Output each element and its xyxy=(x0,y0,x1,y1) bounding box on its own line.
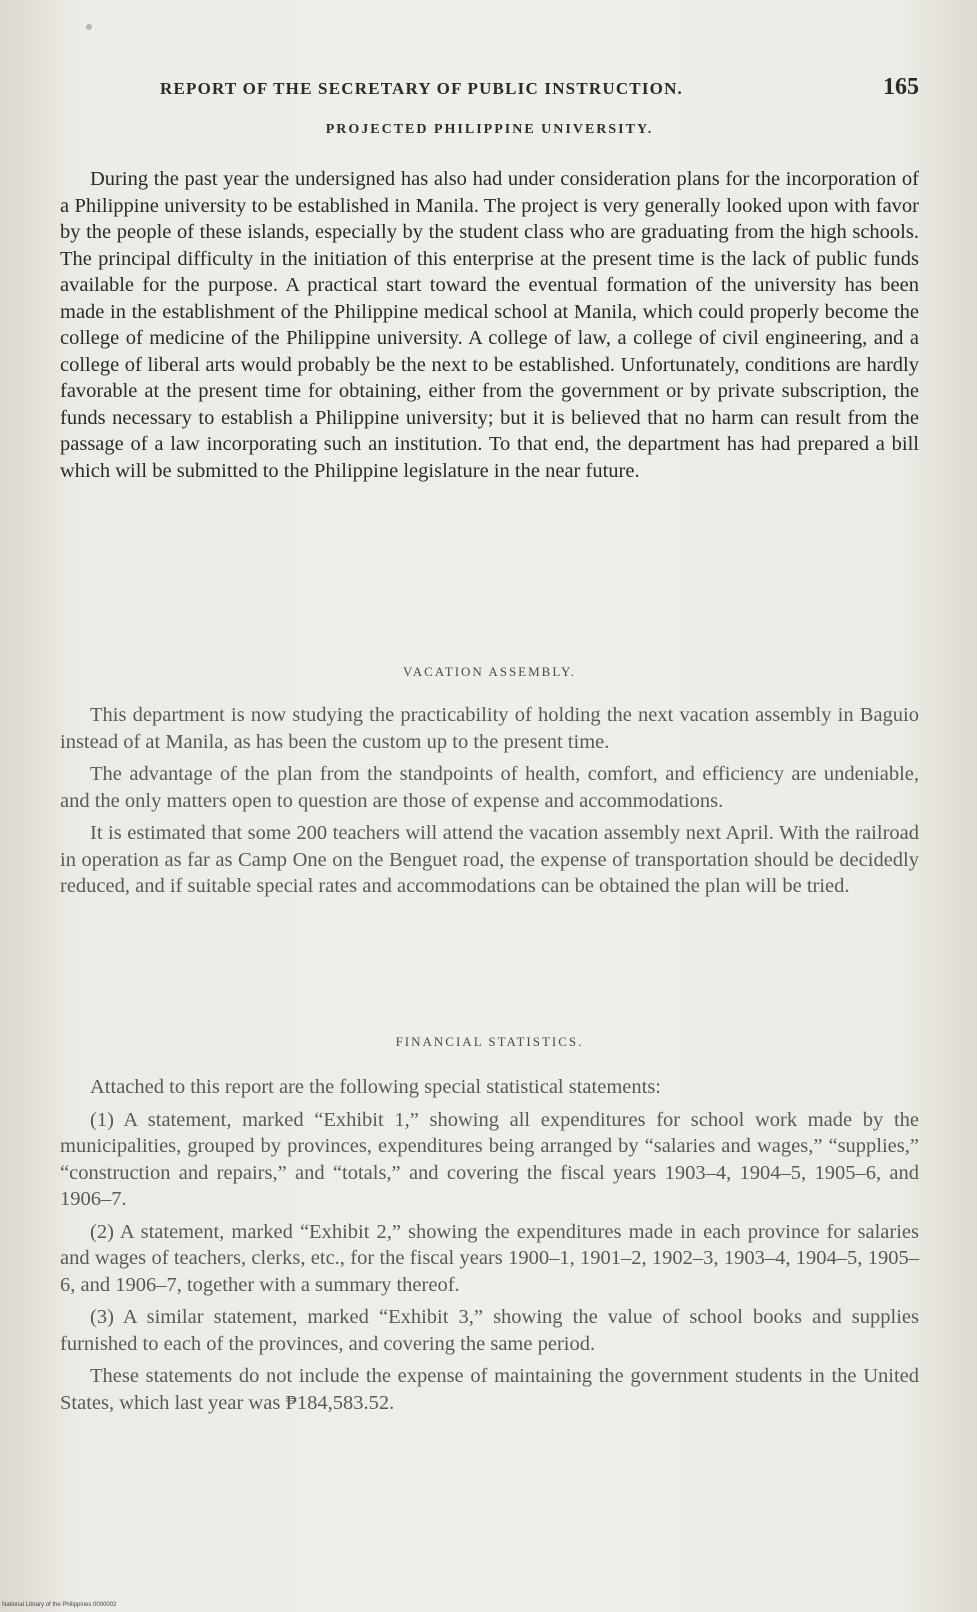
vacation-paragraph-2: The advantage of the plan from the standpoints of health, comfort, and efficiency are undeniable, and the only matters open to question are those of expense and accommodations. xyxy=(60,763,919,812)
financial-closing: These statements do not include the expense of maintaining the government students in the United States, which last year was ₱184,583.52. xyxy=(60,1365,919,1414)
running-head: REPORT OF THE SECRETARY OF PUBLIC INSTRUCTION. xyxy=(160,79,683,98)
section-university xyxy=(60,122,919,484)
section-title-university: PROJECTED PHILIPPINE UNIVERSITY. xyxy=(325,122,654,137)
university-paragraph: During the past year the undersigned has also had under consideration plans for the incorporation of a Philippine university to be established in Manila. The project is very generally looked upon with favor by the people of these islands, especially by the student class who are graduating from the high schools. The principal difficulty in the initiation of this enterprise at the present time is the lack of public funds available for the purpose. A practical start toward the eventual formation of the university has been made in the establishment of the Philippine medical school at Manila, which could properly become the college of medicine of the Philippine university. A college of law, a college of civil engineering, and a college of liberal arts would probably be the next to be established. Unfortunately, conditions are hardly favorable at the present time for obtaining, either from the government or by private subscription, the funds necessary to establish a Philippine university; but it is believed that no harm can result from the passage of a law incorporating such an institution. To that end, the department has had prepared a bill which will be submitted to the Philippine legislature in the near future. xyxy=(60,168,919,482)
section-title-vacation: VACATION ASSEMBLY. xyxy=(403,664,576,679)
section-title-financial: FINANCIAL STATISTICS. xyxy=(395,1034,584,1049)
scan-footer: National Library of the Philippines 0000002 xyxy=(2,1602,144,1608)
page-number: 165 xyxy=(883,74,919,100)
financial-item-2: (2) A statement, marked “Exhibit 2,” showing the expenditures made in each province for salaries and wages of teachers, clerks, etc., for the fiscal years 1900–1, 1901–2, 1902–3, 1903–4, 1904–5, 1905–6, and 1906–7, together with a summary thereof. xyxy=(60,1220,919,1296)
section-financial xyxy=(60,1034,919,1416)
scan-smudge xyxy=(86,24,92,30)
financial-item-3: (3) A similar statement, marked “Exhibit 3,” showing the value of school books and supplies furnished to each of the provinces, and covering the same period. xyxy=(60,1306,919,1355)
section-vacation xyxy=(60,664,919,900)
vacation-paragraph-3: It is estimated that some 200 teachers will attend the vacation assembly next April. With the railroad in operation as far as Camp One on the Benguet road, the expense of transportation should be decidedly reduced, and if suitable special rates and accommodations can be obtained the plan will be tried. xyxy=(60,822,919,897)
page-header xyxy=(160,74,919,101)
vacation-paragraph-1: This department is now studying the practicability of holding the next vacation assembly in Baguio instead of at Manila, as has been the custom up to the present time. xyxy=(60,704,919,753)
financial-intro: Attached to this report are the following special statistical statements: xyxy=(90,1076,661,1098)
financial-item-1: (1) A statement, marked “Exhibit 1,” showing all expenditures for school work made by the municipalities, grouped by provinces, expenditures being arranged by “salaries and wages,” “supplies,” “construction and repairs,” and “totals,” and covering the fiscal years 1903–4, 1904–5, 1905–6, and 1906–7. xyxy=(60,1108,919,1210)
